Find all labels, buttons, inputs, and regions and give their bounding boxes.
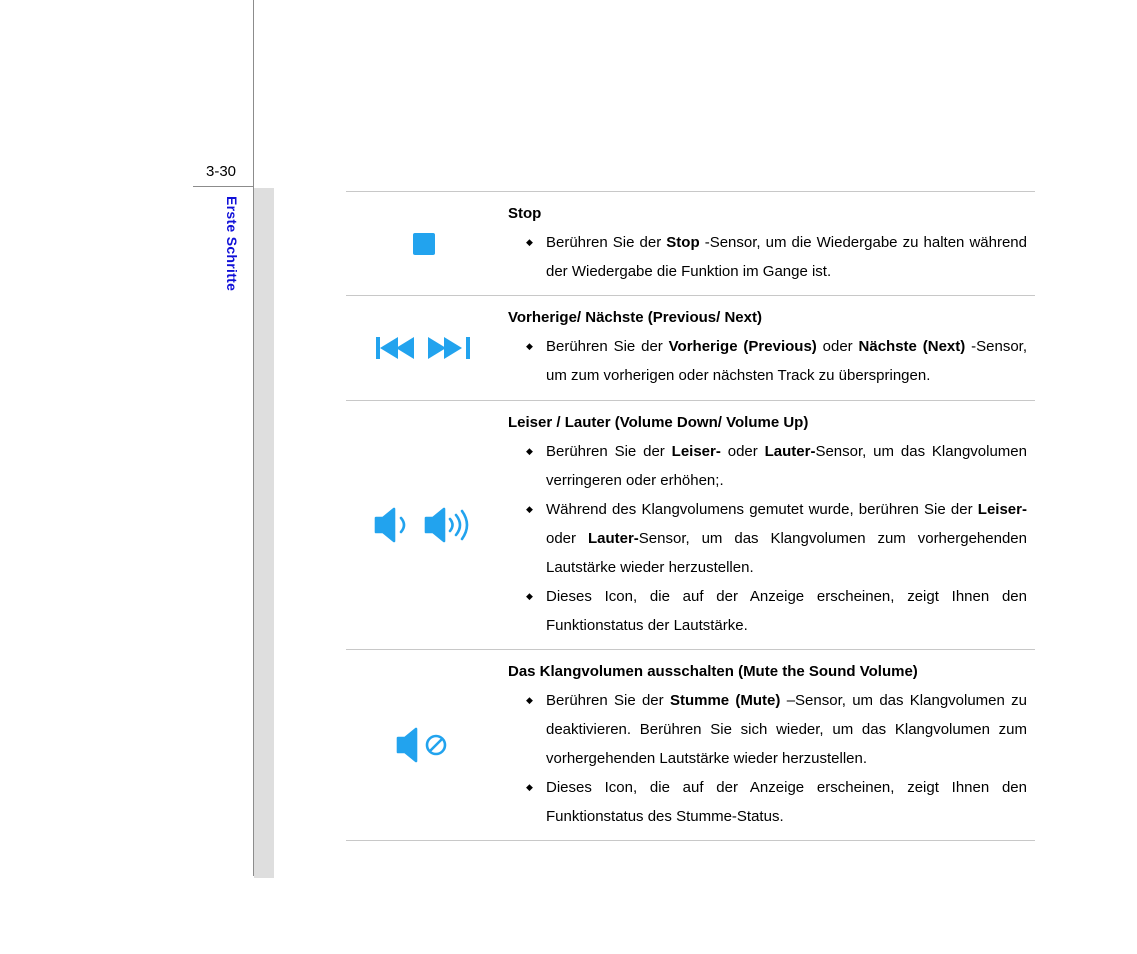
bold-term: Lauter- (587, 530, 639, 547)
previous-next-icon (374, 335, 474, 361)
text-segment: Sensor, um das Klangvolumen verringeren oder erhöhen;. (546, 443, 1027, 489)
icon-cell (346, 401, 502, 649)
description-cell (508, 296, 1027, 399)
table-row-stop (346, 191, 1035, 295)
bullet-item (508, 582, 1027, 640)
function-table (346, 191, 1035, 841)
icon-cell (346, 296, 502, 400)
text-segment: Berühren Sie der (546, 234, 667, 251)
text-segment: Berühren Sie der (546, 338, 669, 355)
bold-term: Vorherige (Previous) (668, 338, 817, 355)
bullet-diamond-icon: ◆ (526, 341, 533, 351)
bullet-list (508, 228, 1027, 286)
page-number-underline (193, 186, 254, 187)
text-segment: Während des Klangvolumens gemutet wurde, berühren Sie der (546, 501, 978, 518)
text-segment: oder (546, 530, 588, 547)
bullet-diamond-icon: ◆ (526, 695, 533, 705)
bullet-diamond-icon: ◆ (526, 782, 533, 792)
page-number: 3-30 (206, 163, 237, 180)
section-side-bar (254, 188, 274, 878)
bold-term: Stumme (Mute) (669, 692, 781, 709)
volume-down-up-icon (374, 506, 474, 544)
row-title: Das Klangvolumen ausschalten (Mute the Sound Volume) (508, 663, 918, 680)
bullet-diamond-icon: ◆ (526, 237, 533, 247)
bold-term: Leiser- (671, 443, 721, 460)
stop-icon (412, 232, 436, 256)
bullet-list (508, 437, 1027, 640)
bullet-list (508, 686, 1027, 831)
table-row-mute (346, 649, 1035, 841)
bullet-item (508, 495, 1027, 582)
bold-term: Leiser- (977, 501, 1027, 518)
table-row-volume (346, 400, 1035, 649)
section-label: Erste Schritte (224, 196, 240, 292)
text-segment: oder (720, 443, 765, 460)
icon-cell (346, 192, 502, 295)
bullet-list (508, 332, 1027, 390)
bullet-item (508, 228, 1027, 286)
mute-icon (396, 726, 452, 764)
text-segment: –Sensor, um das Klangvolumen zu deaktivieren. Berühren Sie sich wieder, um das Klangvolumen zum vorhergehenden Lautstärke wieder herzustellen. (546, 692, 1027, 767)
text-segment: Sensor, um das Klangvolumen zum vorhergehenden Lautstärke wieder herzustellen. (546, 530, 1027, 576)
bullet-diamond-icon: ◆ (526, 504, 533, 514)
text-segment: Dieses Icon, die auf der Anzeige erscheinen, zeigt Ihnen den Funktionstatus des Stumme-Status. (546, 779, 1027, 825)
bullet-item (508, 332, 1027, 390)
text-segment: oder (816, 338, 859, 355)
text-segment: Berühren Sie der (546, 443, 672, 460)
text-segment: -Sensor, um die Wiedergabe zu halten während der Wiedergabe die Funktion im Gange ist. (546, 234, 1027, 280)
row-title: Leiser / Lauter (Volume Down/ Volume Up) (508, 414, 809, 431)
bullet-item (508, 437, 1027, 495)
description-cell (508, 650, 1027, 840)
description-cell (508, 401, 1027, 649)
icon-cell (346, 650, 502, 840)
row-title: Stop (508, 205, 542, 222)
bullet-diamond-icon: ◆ (526, 446, 533, 456)
text-segment: -Sensor, um zum vorherigen oder nächsten Track zu überspringen. (546, 338, 1027, 384)
table-row-previous-next (346, 295, 1035, 400)
bold-term: Lauter- (764, 443, 816, 460)
row-title: Vorherige/ Nächste (Previous/ Next) (508, 309, 762, 326)
bold-term: Stop (666, 234, 700, 251)
description-cell (508, 192, 1027, 295)
bullet-item (508, 773, 1027, 831)
bullet-item (508, 686, 1027, 773)
text-segment: Berühren Sie der (546, 692, 670, 709)
bold-term: Nächste (Next) (858, 338, 966, 355)
text-segment: Dieses Icon, die auf der Anzeige erscheinen, zeigt Ihnen den Funktionstatus der Lautstärke. (546, 588, 1027, 634)
bullet-diamond-icon: ◆ (526, 591, 533, 601)
